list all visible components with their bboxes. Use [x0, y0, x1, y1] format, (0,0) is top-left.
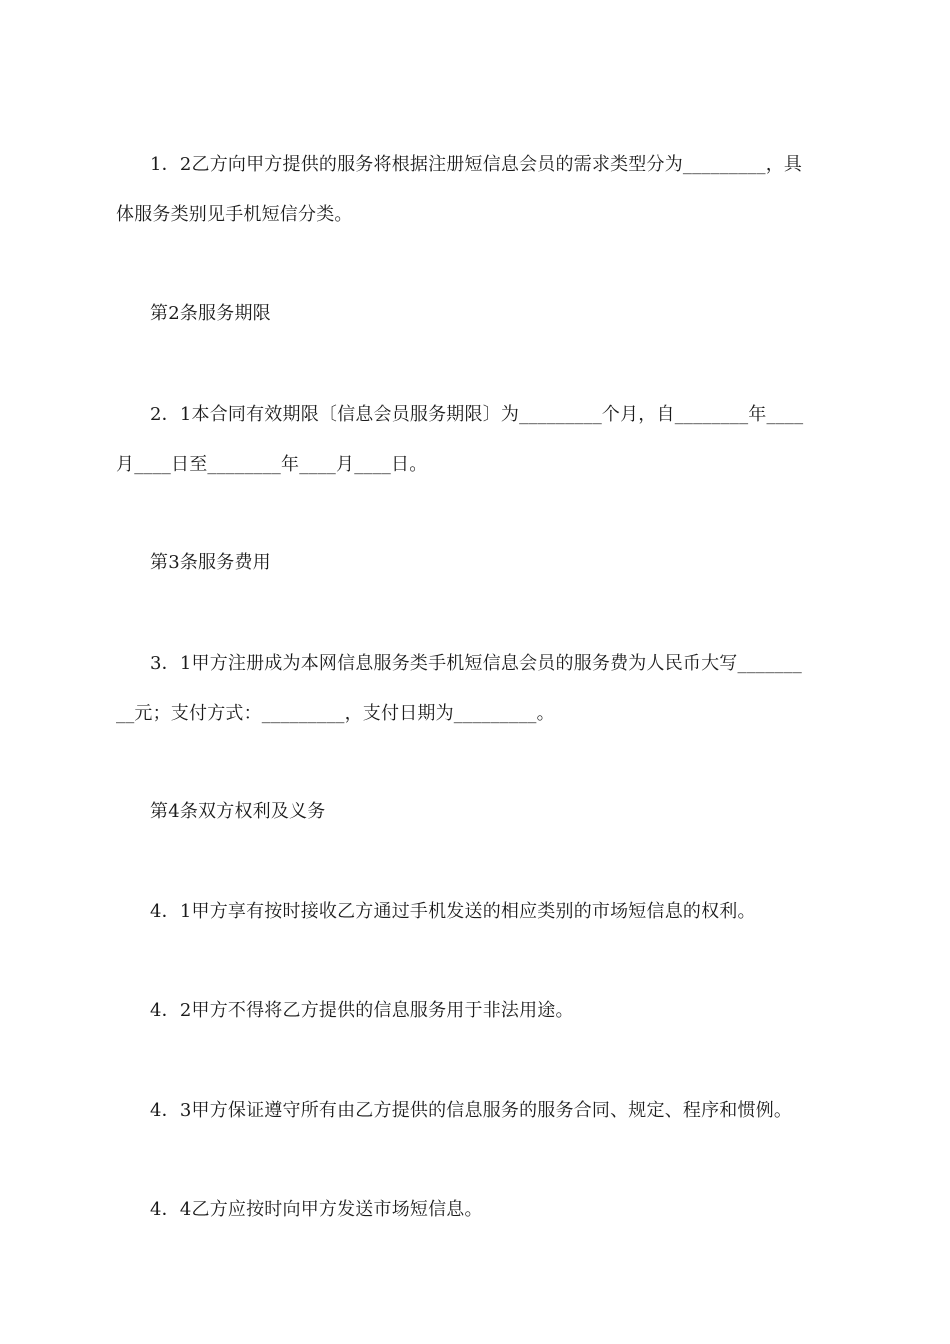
section-heading-4: 第4条双方权利及义务: [150, 801, 326, 822]
clause-2-1-line-2: 月____日至________年____月____日。: [116, 454, 428, 475]
section-heading-3: 第3条服务费用: [150, 552, 271, 573]
clause-3-1-line-2: __元；支付方式：_________，支付日期为_________。: [116, 703, 555, 724]
clause-2-1-line-1: 2．1本合同有效期限〔信息会员服务期限〕为_________个月，自________年____: [150, 404, 804, 425]
clause-4-2: 4．2甲方不得将乙方提供的信息服务用于非法用途。: [150, 1000, 574, 1021]
clause-4-1: 4．1甲方享有按时接收乙方通过手机发送的相应类别的市场短信息的权利。: [150, 901, 756, 922]
clause-4-4: 4．4乙方应按时向甲方发送市场短信息。: [150, 1199, 483, 1220]
clause-1-2-line-2: 体服务类别见手机短信分类。: [116, 204, 353, 225]
clause-4-3: 4．3甲方保证遵守所有由乙方提供的信息服务的服务合同、规定、程序和惯例。: [150, 1100, 793, 1121]
clause-1-2-line-1: 1．2乙方向甲方提供的服务将根据注册短信息会员的需求类型分为_________，具: [150, 154, 803, 175]
section-heading-2: 第2条服务期限: [150, 303, 271, 324]
clause-3-1-line-1: 3．1甲方注册成为本网信息服务类手机短信息会员的服务费为人民币大写_______: [150, 653, 802, 674]
